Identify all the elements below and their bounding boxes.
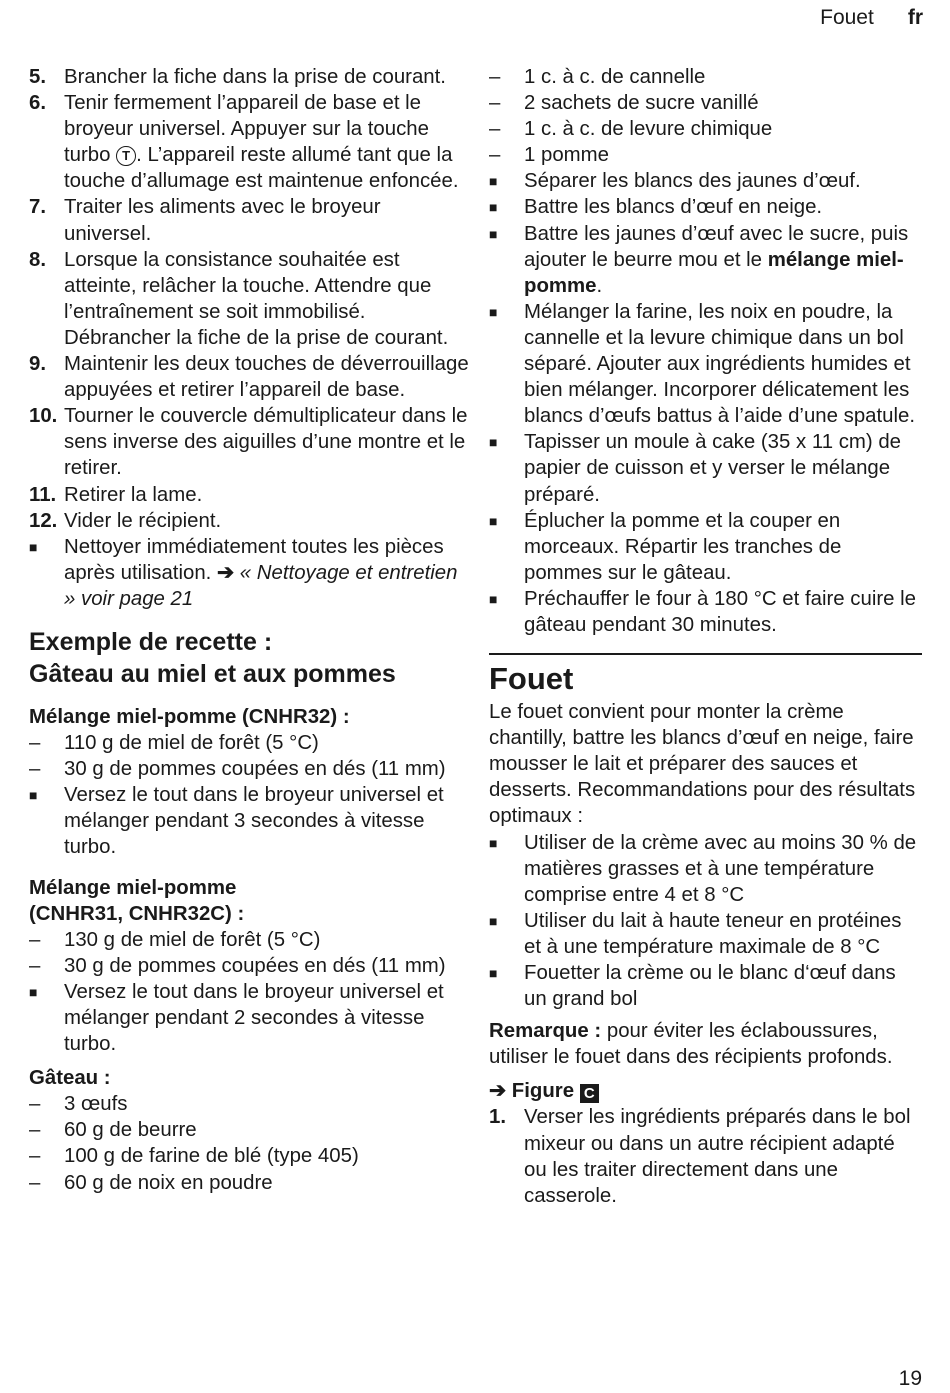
instruction-text: Éplucher la pomme et la couper en morceaux. Répartir les tranches de pommes sur le gâteau. bbox=[524, 509, 842, 584]
list-item bbox=[489, 90, 922, 116]
square-bullet-icon: ■ bbox=[29, 787, 38, 804]
square-bullet-icon: ■ bbox=[489, 173, 498, 190]
dash-bullet-icon: – bbox=[29, 732, 41, 755]
list-item bbox=[489, 142, 922, 168]
step-6 bbox=[29, 90, 469, 194]
dash-bullet-icon: – bbox=[29, 1145, 41, 1168]
list-item bbox=[29, 1170, 469, 1196]
list-item bbox=[489, 194, 922, 220]
page-number: 19 bbox=[898, 1367, 922, 1390]
step-12 bbox=[29, 508, 469, 534]
step-10 bbox=[29, 403, 469, 481]
recipe-title bbox=[29, 626, 469, 690]
header-section: Fouet bbox=[820, 6, 874, 29]
list-item bbox=[489, 429, 922, 507]
step-number: 10. bbox=[29, 405, 58, 428]
dash-bullet-icon: – bbox=[489, 144, 501, 167]
list-item bbox=[489, 586, 922, 638]
step-number: 12. bbox=[29, 509, 58, 532]
step-11 bbox=[29, 482, 469, 508]
square-bullet-icon: ■ bbox=[29, 538, 38, 555]
list-item bbox=[29, 1143, 469, 1169]
tip-text: Fouetter la crème ou le blanc d‘œuf dans un grand bol bbox=[524, 962, 896, 1011]
list-item bbox=[29, 730, 469, 756]
dash-bullet-icon: – bbox=[489, 66, 501, 88]
list-item bbox=[489, 221, 922, 299]
list-item bbox=[489, 908, 922, 960]
square-bullet-icon: ■ bbox=[489, 512, 498, 529]
dash-bullet-icon: – bbox=[29, 928, 41, 951]
square-bullet-icon: ■ bbox=[489, 912, 498, 929]
step-text-part: . L’appareil reste allumé tant que la touche d’allumage est maintenue enfoncée. bbox=[64, 144, 459, 193]
ingredient-text: 60 g de beurre bbox=[64, 1119, 197, 1142]
step-text: Maintenir les deux touches de déverrouillage appuyées et retirer l’appareil de base. bbox=[64, 353, 469, 402]
clean-note bbox=[29, 534, 469, 612]
instruction-text: Versez le tout dans le broyeur universel et mélanger pendant 2 secondes à vitesse turbo. bbox=[64, 980, 444, 1056]
dash-bullet-icon: – bbox=[489, 118, 501, 141]
dash-bullet-icon: – bbox=[29, 1171, 41, 1194]
square-bullet-icon: ■ bbox=[29, 983, 38, 1000]
square-bullet-icon: ■ bbox=[489, 225, 498, 242]
list-item bbox=[29, 756, 469, 782]
ingredient-text: 1 pomme bbox=[524, 144, 609, 167]
figure-reference bbox=[489, 1078, 922, 1104]
step-number: 11. bbox=[29, 483, 57, 506]
remark-label: Remarque : bbox=[489, 1020, 602, 1043]
ingredient-text: 3 œufs bbox=[64, 1093, 128, 1116]
clean-note-text bbox=[64, 534, 469, 612]
list-item bbox=[489, 830, 922, 908]
ingredient-text: 2 sachets de sucre vanillé bbox=[524, 92, 759, 115]
step-text bbox=[64, 90, 469, 194]
step-number: 7. bbox=[29, 196, 47, 219]
list-item bbox=[489, 116, 922, 142]
step-text: Lorsque la consistance souhaitée est atteinte, relâcher la touche. Attendre que l’entraînement se soit immobilisé. Débrancher la fiche de la prise de courant. bbox=[64, 248, 449, 349]
ingredient-text: 30 g de pommes coupées en dés (11 mm) bbox=[64, 954, 446, 977]
instruction-text: Versez le tout dans le broyeur universel et mélanger pendant 3 secondes à vitesse turbo. bbox=[64, 784, 444, 859]
ingredient-text: 100 g de farine de blé (type 405) bbox=[64, 1145, 359, 1168]
mix2-title bbox=[29, 875, 469, 927]
arrow-right-icon: ➔ bbox=[489, 1080, 507, 1103]
step-number: 8. bbox=[29, 248, 47, 271]
step-text: Tourner le couvercle démultiplicateur dans le sens inverse des aiguilles d’une montre et le retirer. bbox=[64, 405, 468, 480]
square-bullet-icon: ■ bbox=[489, 965, 498, 981]
fouet-step-1 bbox=[489, 1104, 922, 1208]
list-item bbox=[29, 979, 469, 1057]
list-item bbox=[29, 953, 469, 979]
list-item bbox=[489, 508, 922, 586]
instruction-text: Préchauffer le four à 180 °C et faire cuire le gâteau pendant 30 minutes. bbox=[524, 587, 917, 636]
ingredient-text: 60 g de noix en poudre bbox=[64, 1171, 273, 1194]
mix2-title-line-1: Mélange miel-pomme bbox=[29, 876, 237, 899]
dash-bullet-icon: – bbox=[29, 1119, 41, 1142]
step-text: Retirer la lame. bbox=[64, 483, 203, 506]
ingredient-text: 130 g de miel de forêt (5 °C) bbox=[64, 928, 321, 951]
instruction-bold: mélange miel-pomme bbox=[524, 248, 904, 297]
cake-title: Gâteau : bbox=[29, 1067, 111, 1090]
square-bullet-icon: ■ bbox=[489, 834, 498, 851]
list-item bbox=[29, 1091, 469, 1117]
ingredient-text: 1 c. à c. de levure chimique bbox=[524, 118, 773, 141]
list-item bbox=[29, 927, 469, 953]
step-7 bbox=[29, 194, 469, 246]
ingredient-text: 1 c. à c. de cannelle bbox=[524, 66, 706, 88]
step-number: 1. bbox=[489, 1106, 507, 1129]
step-text: Vider le récipient. bbox=[64, 509, 222, 532]
step-number: 6. bbox=[29, 92, 47, 115]
left-column bbox=[29, 64, 469, 1196]
tip-text: Utiliser de la crème avec au moins 30 % de matières grasses et à une température comprise entre 4 et 8 °C bbox=[524, 831, 917, 906]
mix2-title-line-2: (CNHR31, CNHR32C) : bbox=[29, 902, 245, 925]
remark bbox=[489, 1018, 922, 1070]
list-item bbox=[489, 64, 922, 90]
instruction-text: Tapisser un moule à cake (35 x 11 cm) de papier de cuisson et y verser le mélange préparé. bbox=[524, 431, 902, 506]
dash-bullet-icon: – bbox=[29, 954, 41, 977]
page-header bbox=[820, 6, 923, 30]
step-number: 5. bbox=[29, 66, 47, 88]
square-bullet-icon: ■ bbox=[489, 590, 498, 607]
arrow-right-icon: ➔ bbox=[217, 561, 235, 584]
recipe-title-line-1: Exemple de recette : bbox=[29, 627, 273, 656]
right-column bbox=[489, 64, 922, 1209]
step-5 bbox=[29, 64, 469, 90]
remark-text: pour éviter les éclaboussures, utiliser le fouet dans des récipients profonds. bbox=[489, 1020, 893, 1069]
cross-reference-link[interactable]: « Nettoyage et entretien » voir page 21 bbox=[64, 561, 458, 610]
ingredient-text: 110 g de miel de forêt (5 °C) bbox=[64, 732, 319, 755]
instruction-text: Mélanger la farine, les noix en poudre, la cannelle et la levure chimique dans un bol séparé. Ajouter aux ingrédients humides et bien mélanger. Incorporer délicatement les blancs d’œufs battus à l’aide d’une spatule. bbox=[524, 300, 916, 428]
mix1-title: Mélange miel-pomme (CNHR32) : bbox=[29, 705, 350, 728]
list-item bbox=[29, 1117, 469, 1143]
instruction-text bbox=[524, 221, 922, 299]
dash-bullet-icon: – bbox=[29, 1093, 41, 1116]
square-bullet-icon: ■ bbox=[489, 303, 498, 320]
ingredient-text: 30 g de pommes coupées en dés (11 mm) bbox=[64, 758, 446, 781]
turbo-button-icon: T bbox=[116, 146, 136, 166]
step-9 bbox=[29, 351, 469, 403]
dash-bullet-icon: – bbox=[489, 92, 501, 115]
figure-label: Figure bbox=[511, 1080, 575, 1103]
instruction-text-part: Battre les jaunes d’œuf avec le sucre, puis ajouter le beurre mou et le bbox=[524, 222, 909, 271]
figure-letter-badge: C bbox=[580, 1084, 599, 1103]
list-item bbox=[489, 168, 922, 194]
step-number: 9. bbox=[29, 353, 47, 376]
list-item bbox=[489, 960, 922, 1012]
list-item bbox=[29, 782, 469, 860]
instruction-text: Séparer les blancs des jaunes d’œuf. bbox=[524, 170, 861, 193]
step-text: Verser les ingrédients préparés dans le bol mixeur ou dans un autre récipient adapté ou les traiter directement dans une casserole. bbox=[524, 1106, 911, 1207]
clean-note-body: Nettoyer immédiatement toutes les pièces après utilisation. bbox=[64, 535, 444, 584]
recipe-title-line-2: Gâteau au miel et aux pommes bbox=[29, 659, 396, 688]
fouet-intro: Le fouet convient pour monter la crème chantilly, battre les blancs d’œuf en neige, faire mousser le lait et préparer des sauces et desserts. Recommandations pour des résultats optimaux : bbox=[489, 701, 916, 828]
tip-text: Utiliser du lait à haute teneur en protéines et à une température maximale de 8 °C bbox=[524, 909, 902, 958]
step-text: Brancher la fiche dans la prise de courant. bbox=[64, 66, 446, 88]
dash-bullet-icon: – bbox=[29, 758, 41, 781]
list-item bbox=[489, 299, 922, 429]
square-bullet-icon: ■ bbox=[489, 434, 498, 451]
instruction-text: Battre les blancs d’œuf en neige. bbox=[524, 196, 823, 219]
step-text: Traiter les aliments avec le broyeur universel. bbox=[64, 196, 381, 245]
instruction-tail: . bbox=[596, 274, 603, 297]
step-text-part: Tenir fermement l’appareil de base et le broyeur universel. Appuyer sur la touche turbo bbox=[64, 92, 429, 167]
section-divider bbox=[489, 653, 922, 655]
square-bullet-icon: ■ bbox=[489, 199, 498, 216]
step-8 bbox=[29, 247, 469, 351]
fouet-title: Fouet bbox=[489, 661, 574, 697]
header-language: fr bbox=[907, 6, 923, 29]
